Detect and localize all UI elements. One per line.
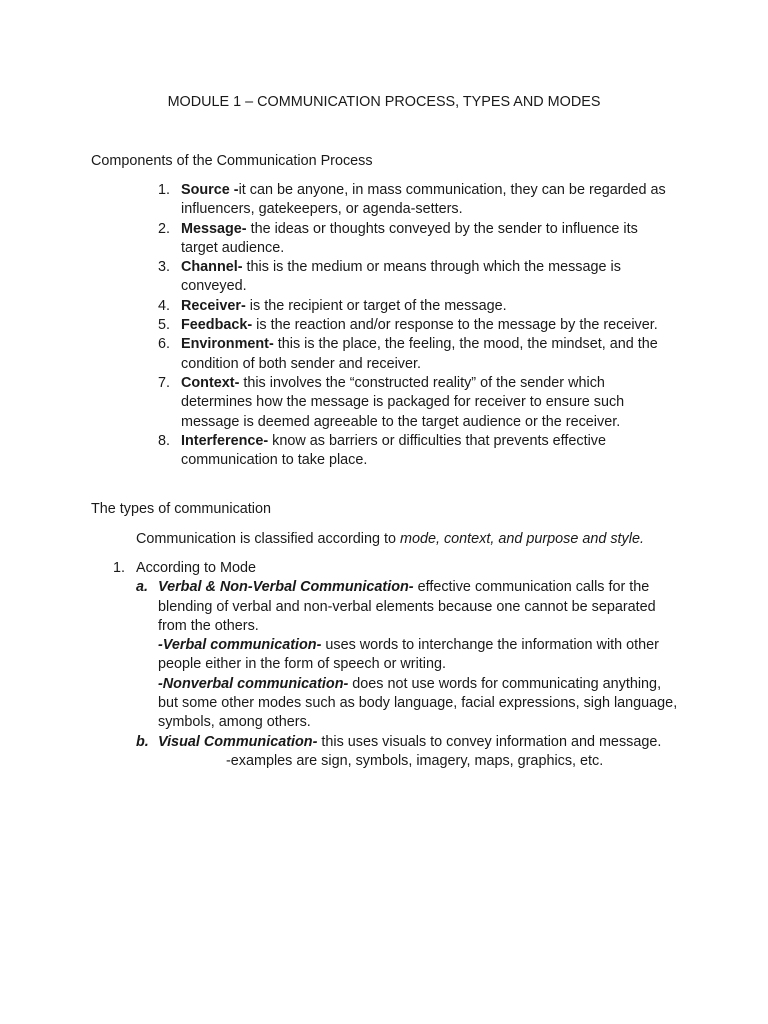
term-description: know as barriers or difficulties that prevents effective communication to take place. (181, 432, 606, 469)
list-number: 7. (158, 374, 171, 391)
list-number: 2. (158, 220, 171, 237)
term-description: this is the place, the feeling, the mood, the mindset, and the condition of both sender and receiver. (181, 336, 658, 372)
list-item (0, 258, 676, 297)
page-title: MODULE 1 – COMMUNICATION PROCESS, TYPES AND MODES (167, 94, 601, 110)
list-number: 6. (158, 336, 171, 353)
sub-item-visual (0, 733, 678, 772)
sub-item-verbal-nonverbal (0, 578, 678, 732)
term-description: this is the medium or means through which the message is conveyed. (181, 259, 621, 295)
sub-letter: a. (136, 579, 149, 596)
list-number: 1. (158, 182, 171, 198)
mode-label: According to Mode (136, 560, 256, 576)
components-list (0, 181, 768, 470)
list-number: 1. (113, 560, 126, 576)
list-item (0, 432, 676, 471)
term-description: it can be anyone, in mass communication, they can be regarded as influencers, gatekeepers, or agenda-setters. (181, 182, 666, 218)
list-item (0, 181, 676, 220)
term-label: Channel- (181, 259, 243, 276)
nonverbal-description: does not use words for communicating anything, but some other modes such as body language, facial expressions, sigh language, symbols, among others. (158, 675, 678, 731)
types-heading: The types of communication (91, 501, 271, 517)
verbal-term: -Verbal communication- (158, 637, 322, 654)
visual-examples: -examples are sign, symbols, imagery, maps, graphics, etc. (226, 752, 604, 769)
list-item (0, 297, 676, 316)
components-heading: Components of the Communication Process (91, 153, 373, 169)
term-description: effective communication calls for the blending of verbal and non-verbal elements because one cannot be separated from the others. (158, 579, 656, 634)
term-description: is the recipient or target of the message. (245, 297, 507, 314)
list-number: 3. (158, 259, 171, 276)
list-number: 8. (158, 432, 171, 449)
list-item (0, 374, 676, 432)
list-item (0, 316, 676, 335)
term-label: Environment- (181, 336, 274, 353)
term-label: Message- (181, 220, 247, 237)
term-description: this uses visuals to convey information and message. (317, 733, 662, 750)
list-number: 4. (158, 297, 171, 314)
list-number: 5. (158, 317, 171, 334)
term-label: Interference- (181, 432, 269, 449)
list-item (0, 335, 676, 374)
term-label: Feedback- (181, 317, 253, 334)
nonverbal-term: -Nonverbal communication- (158, 675, 349, 692)
intro-text: Communication is classified according to (136, 531, 400, 547)
term-description: the ideas or thoughts conveyed by the sender to influence its target audience. (181, 220, 638, 256)
term-label: Verbal & Non-Verbal Communication- (158, 579, 414, 596)
sub-letter: b. (136, 733, 149, 750)
term-description: this involves the “constructed reality” of the sender which determines how the message is packaged for receiver to ensure such message is deemed agreeable to the target audience or the receiver. (181, 374, 625, 430)
types-intro (136, 530, 644, 549)
verbal-description: uses words to interchange the information with other people either in the form of speech or writing. (158, 637, 659, 673)
term-label: Context- (181, 374, 240, 391)
intro-styles: mode, context, and purpose and style. (399, 531, 644, 547)
term-label: Visual Communication- (158, 733, 318, 750)
term-label: Source - (181, 182, 239, 198)
list-item (0, 220, 676, 259)
mode-sub-list (0, 578, 768, 771)
term-description: is the reaction and/or response to the message by the receiver. (252, 317, 658, 334)
term-label: Receiver- (181, 297, 246, 314)
